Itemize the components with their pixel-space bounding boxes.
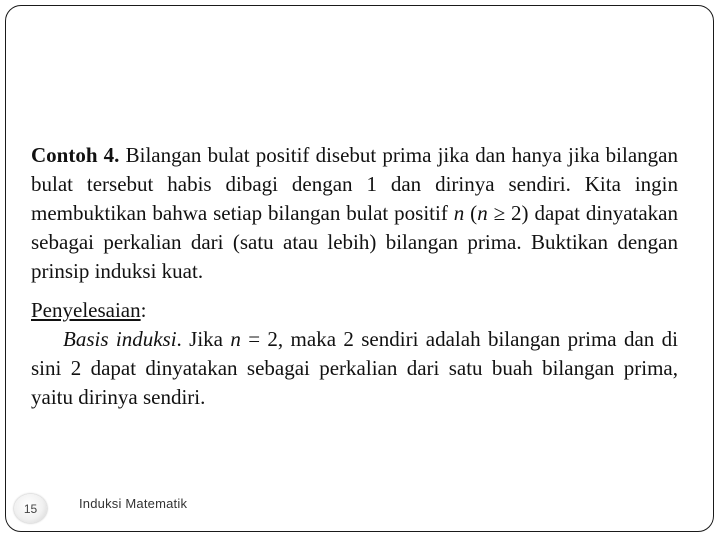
variable-n: n (230, 327, 241, 351)
example-text: ≥ 2) dapat dinyatakan sebagai perkalian dari (satu atau lebih) bilangan prima. Buktikan dengan prinsip induksi kuat. (31, 201, 678, 283)
slide-content (31, 141, 678, 412)
solution-heading-line (31, 296, 678, 325)
basis-text: . Jika (176, 327, 231, 351)
variable-n: n (477, 201, 488, 225)
slide-number-badge (14, 494, 47, 523)
basis-paragraph (31, 325, 678, 412)
example-text: Bilangan bulat positif disebut prima jika dan hanya jika bilangan bulat tersebut habis dibagi dengan 1 dan dirinya sendiri. Kita ingin membuktikan bahwa setiap bilangan bulat positif (31, 143, 678, 225)
variable-n: n (453, 201, 465, 225)
solution-heading: Penyelesaian (31, 298, 141, 322)
footer-title: Induksi Matematik (79, 496, 188, 511)
example-paragraph (31, 141, 678, 286)
example-heading: Contoh 4. (31, 143, 120, 167)
example-text: ( (464, 201, 478, 225)
slide-number: 15 (23, 501, 38, 516)
basis-label: Basis induksi (63, 327, 177, 351)
solution-colon: : (140, 298, 147, 322)
basis-text: = 2, maka 2 sendiri adalah bilangan prima dan di sini 2 dapat dinyatakan sebagai perkalian dari satu buah bilangan prima, yaitu dirinya sendiri. (31, 327, 678, 409)
